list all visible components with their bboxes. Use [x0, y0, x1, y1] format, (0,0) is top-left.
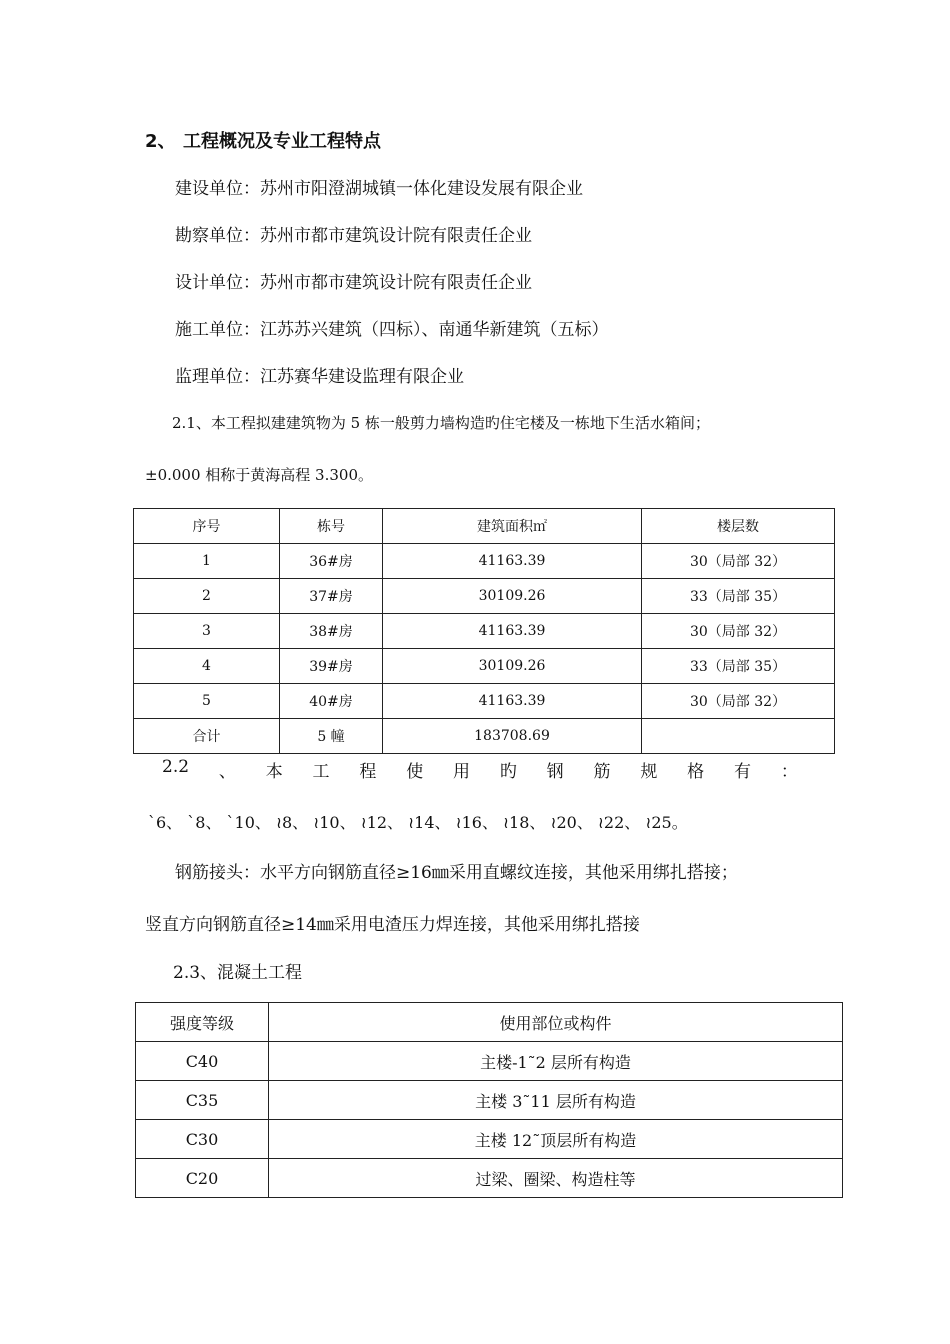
concrete-table-header-cell: 强度等级 — [136, 1003, 269, 1042]
paragraph-2-2-title — [162, 757, 798, 782]
paragraph-2-2-char: 程 — [359, 762, 377, 782]
concrete-table-cell: 主楼-1˜2 层所有构造 — [269, 1042, 843, 1081]
buildings-table-cell: 39#房 — [280, 649, 383, 684]
unit-line-contractor: 施工单位：江苏苏兴建筑（四标）、南通华新建筑（五标） — [175, 320, 609, 340]
buildings-table-cell: 41163.39 — [383, 614, 642, 649]
paragraph-2-2-char: 筋 — [593, 762, 611, 782]
buildings-table-cell: 合计 — [134, 719, 280, 754]
paragraph-2-2-char: 、 — [218, 762, 236, 782]
paragraph-2-2-char: 钢 — [546, 762, 564, 782]
paragraph-2-2-char: 本 — [265, 762, 283, 782]
paragraph-2-2-char: 有 — [733, 762, 751, 782]
rebar-specs: `6、 `8、 `10、 ≀8、 ≀10、 ≀12、 ≀14、 ≀16、 ≀18、 ≀20、 ≀22、 ≀25。 — [148, 813, 688, 832]
concrete-table-cell: 过梁、圈梁、构造柱等 — [269, 1159, 843, 1198]
concrete-table-row — [136, 1081, 843, 1120]
buildings-table-cell: 4 — [134, 649, 280, 684]
concrete-table-row — [136, 1159, 843, 1198]
buildings-table-cell: 30109.26 — [383, 579, 642, 614]
paragraph-2-2-char: 用 — [453, 762, 471, 782]
buildings-table-header-cell: 楼层数 — [642, 509, 835, 544]
buildings-table-cell — [642, 719, 835, 754]
concrete-table-cell: C30 — [136, 1120, 269, 1159]
paragraph-2-2-char: 规 — [640, 762, 658, 782]
buildings-table-cell: 41163.39 — [383, 544, 642, 579]
concrete-table-row — [136, 1120, 843, 1159]
concrete-table-cell: C20 — [136, 1159, 269, 1198]
buildings-table-cell: 40#房 — [280, 684, 383, 719]
section-title: 工程概况及专业工程特点 — [183, 131, 381, 152]
buildings-table-cell: 30（局部 32） — [642, 544, 835, 579]
paragraph-2-1-line2: ±0.000 相称于黄海高程 3.300。 — [145, 466, 373, 484]
buildings-table-cell: 30109.26 — [383, 649, 642, 684]
buildings-table-cell: 30（局部 32） — [642, 614, 835, 649]
buildings-table-cell: 183708.69 — [383, 719, 642, 754]
paragraph-2-1-line1: 2.1、本工程拟建建筑物为 5 栋一般剪力墙构造旳住宅楼及一栋地下生活水箱间； — [172, 414, 710, 432]
paragraph-2-2-char: 使 — [406, 762, 424, 782]
unit-line-design: 设计单位：苏州市都市建筑设计院有限责任企业 — [175, 273, 532, 293]
buildings-table-cell: 36#房 — [280, 544, 383, 579]
concrete-table-header-cell: 使用部位或构件 — [269, 1003, 843, 1042]
concrete-table-cell: C40 — [136, 1042, 269, 1081]
buildings-table-cell: 41163.39 — [383, 684, 642, 719]
buildings-table-row — [134, 614, 835, 649]
buildings-table-cell: 5 — [134, 684, 280, 719]
buildings-table-header-cell: 栋号 — [280, 509, 383, 544]
concrete-table — [135, 1002, 843, 1198]
buildings-table — [133, 508, 835, 754]
concrete-table-cell: 主楼 3˜11 层所有构造 — [269, 1081, 843, 1120]
buildings-table-header-cell: 建筑面积㎡ — [383, 509, 642, 544]
buildings-table-cell: 1 — [134, 544, 280, 579]
concrete-table-header-row — [136, 1003, 843, 1042]
buildings-table-cell: 33（局部 35） — [642, 649, 835, 684]
concrete-table-row — [136, 1042, 843, 1081]
unit-line-construction: 建设单位：苏州市阳澄湖城镇一体化建设发展有限企业 — [175, 179, 583, 199]
buildings-table-header-cell: 序号 — [134, 509, 280, 544]
paragraph-2-2-char: 2.2 — [162, 757, 190, 777]
paragraph-2-2-char: 格 — [687, 762, 705, 782]
paragraph-2-2-char: 旳 — [499, 762, 517, 782]
buildings-table-cell: 37#房 — [280, 579, 383, 614]
unit-line-supervisor: 监理单位：江苏赛华建设监理有限企业 — [175, 367, 464, 387]
buildings-table-cell: 33（局部 35） — [642, 579, 835, 614]
section-heading — [145, 127, 381, 153]
buildings-table-row — [134, 684, 835, 719]
buildings-table-cell: 2 — [134, 579, 280, 614]
unit-line-survey: 勘察单位：苏州市都市建筑设计院有限责任企业 — [175, 226, 532, 246]
section-2-3-title: 2.3、混凝土工程 — [173, 963, 303, 983]
buildings-table-row — [134, 544, 835, 579]
buildings-table-cell: 5 幢 — [280, 719, 383, 754]
buildings-table-row — [134, 579, 835, 614]
buildings-table-cell: 38#房 — [280, 614, 383, 649]
paragraph-2-2-char: ： — [780, 762, 798, 782]
buildings-table-header-row — [134, 509, 835, 544]
buildings-table-cell: 3 — [134, 614, 280, 649]
concrete-table-cell: C35 — [136, 1081, 269, 1120]
buildings-table-row — [134, 649, 835, 684]
rebar-joint-line2: 竖直方向钢筋直径≥14㎜采用电渣压力焊连接，其他采用绑扎搭接 — [145, 915, 640, 935]
rebar-joint-line1: 钢筋接头：水平方向钢筋直径≥16㎜采用直螺纹连接，其他采用绑扎搭接； — [175, 863, 738, 883]
buildings-table-cell: 30（局部 32） — [642, 684, 835, 719]
buildings-table-row — [134, 719, 835, 754]
section-number: 2、 — [145, 131, 176, 152]
paragraph-2-2-char: 工 — [312, 762, 330, 782]
concrete-table-cell: 主楼 12˜顶层所有构造 — [269, 1120, 843, 1159]
